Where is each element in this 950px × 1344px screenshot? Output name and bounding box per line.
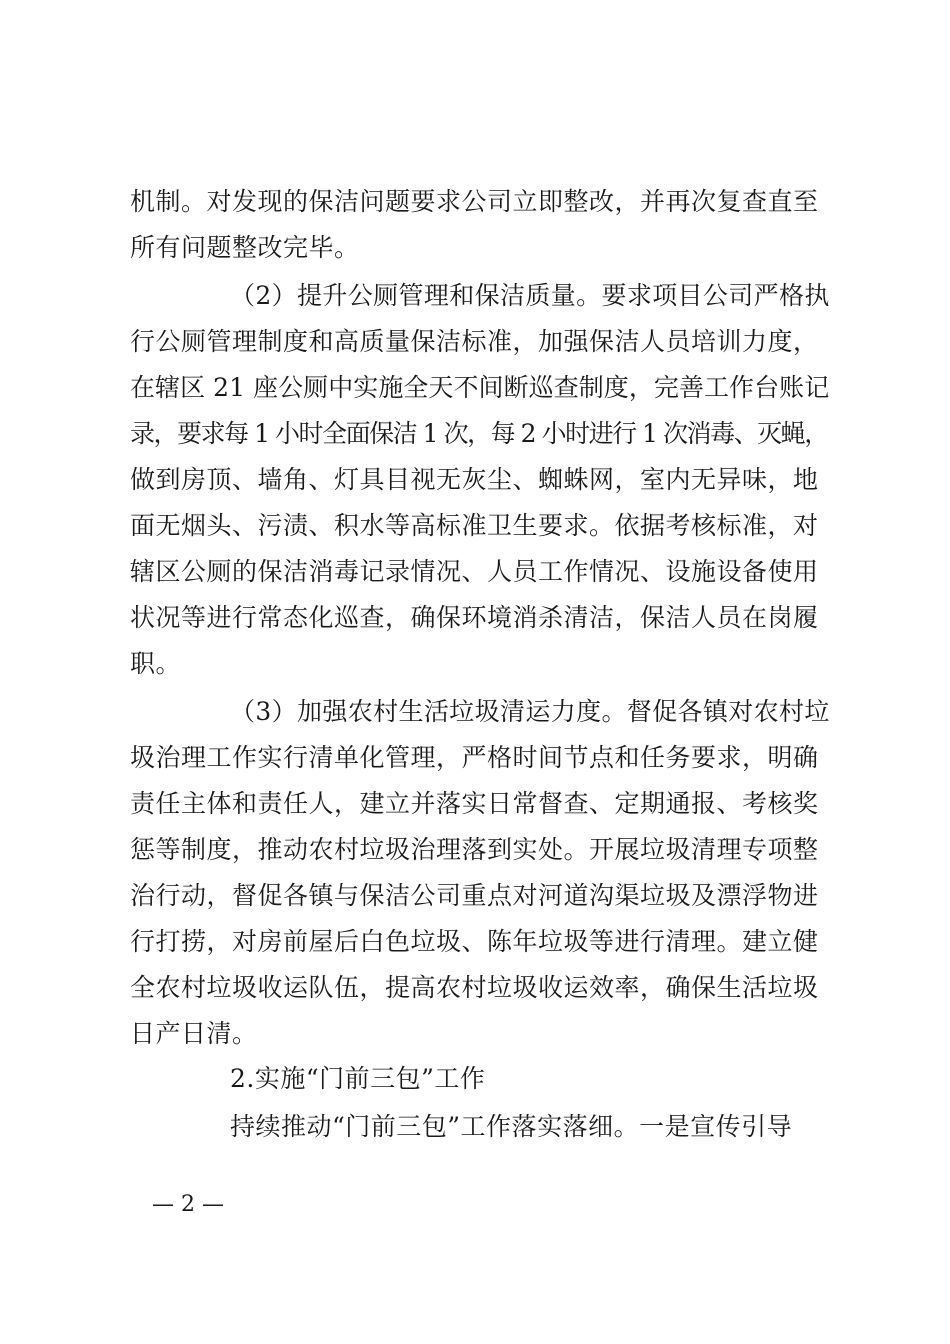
body-text-line: 圾治理工作实行清单化管理，严格时间节点和任务要求，明确 [130,743,819,772]
paragraph-3-first-line: （3）加强农村生活垃圾清运力度。督促各镇对农村垃 [230,697,830,726]
body-text-line: 机制。对发现的保洁问题要求公司立即整改，并再次复查直至 [130,187,819,216]
body-text-line: 辖区公厕的保洁消毒记录情况、人员工作情况、设施设备使用 [130,557,819,586]
body-text-line: 行打捞，对房前屋后白色垃圾、陈年垃圾等进行清理。建立健 [130,927,819,956]
section-heading: 2.实施“门前三包”工作 [230,1064,486,1093]
body-text-line: 做到房顶、墙角、灯具目视无灰尘、蜘蛛网，室内无异味，地 [130,465,819,494]
body-text-line: 惩等制度，推动农村垃圾治理落到实处。开展垃圾清理专项整 [130,835,819,864]
body-text-line: 全农村垃圾收运队伍，提高农村垃圾收运效率，确保生活垃圾 [130,973,819,1002]
body-text-line: 录，要求每 1 小时全面保洁 1 次，每 2 小时进行 1 次消毒、灭蝇， [130,419,828,448]
body-text-line: 面无烟头、污渍、积水等高标准卫生要求。依据考核标准，对 [130,511,819,540]
body-text-line: 职。 [130,649,182,678]
body-text-line: 治行动，督促各镇与保洁公司重点对河道沟渠垃圾及漂浮物进 [130,881,819,910]
body-text-line: 责任主体和责任人，建立并落实日常督查、定期通报、考核奖 [130,789,819,818]
body-text-line: 所有问题整改完毕。 [130,233,360,262]
paragraph-2-first-line: （2）提升公厕管理和保洁质量。要求项目公司严格执 [230,281,830,310]
body-text-line: 行公厕管理制度和高质量保洁标准，加强保洁人员培训力度， [130,327,819,356]
paragraph-first-line: 持续推动“门前三包”工作落实落细。一是宣传引导 [230,1112,793,1141]
body-text-line: 状况等进行常态化巡查，确保环境消杀清洁，保洁人员在岗履 [130,603,819,632]
page-number: — 2 — [152,1192,224,1217]
body-text-line: 日产日清。 [130,1019,258,1048]
body-text-line: 在辖区 21 座公厕中实施全天不间断巡查制度，完善工作台账记 [130,373,830,402]
